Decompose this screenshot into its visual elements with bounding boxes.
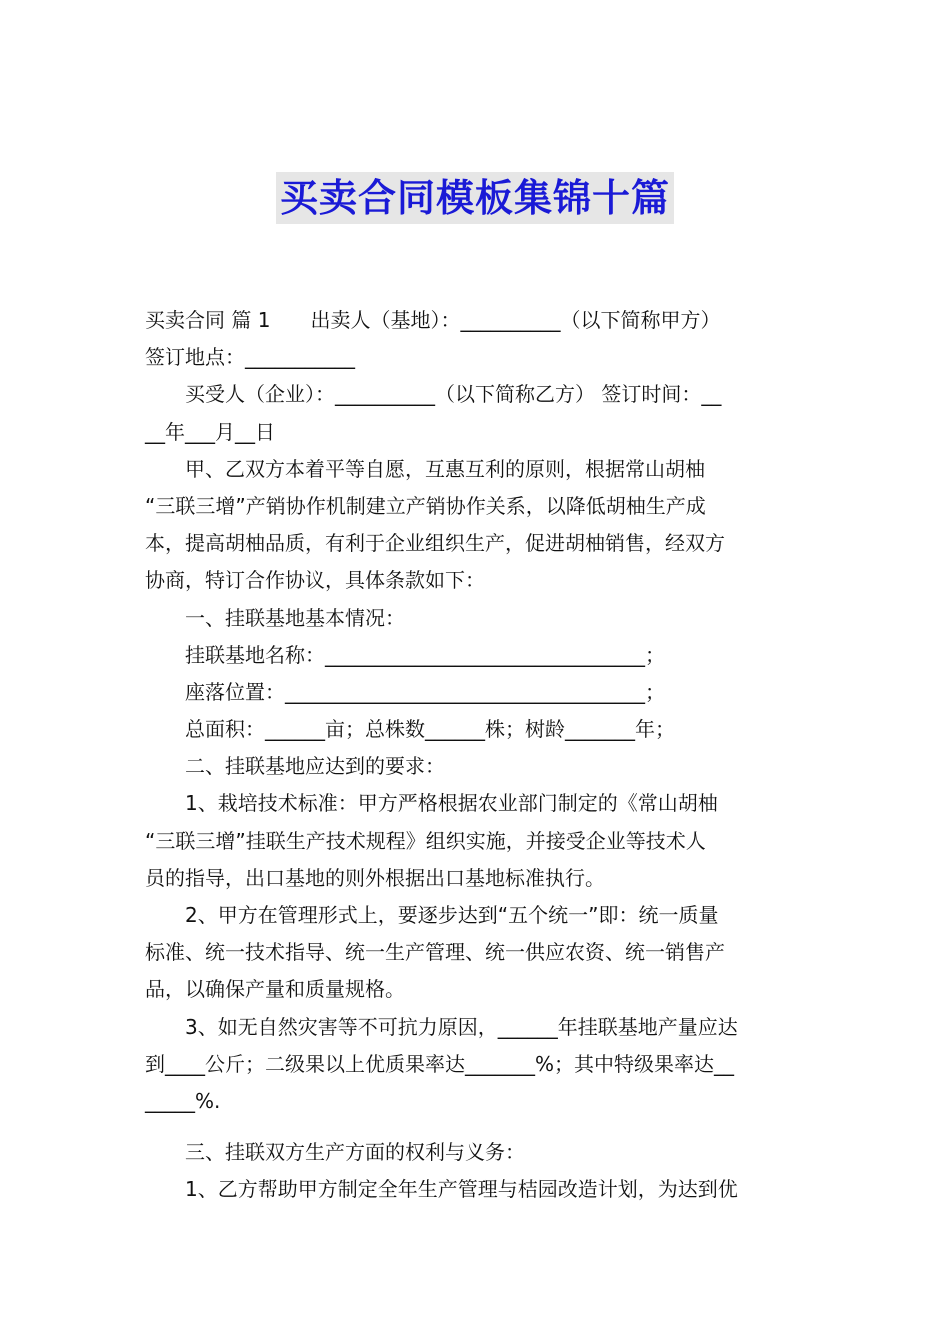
document-title: 买卖合同模板集锦十篇 bbox=[276, 172, 674, 224]
body-line: 本，提高胡柚品质，有利于企业组织生产，促进胡柚销售，经双方 bbox=[145, 531, 725, 556]
body-line: 3、如无自然灾害等不可抗力原因，______年挂联基地产量应达 bbox=[145, 1014, 738, 1039]
body-line: 一、挂联基地基本情况： bbox=[145, 605, 405, 630]
body-line: 签订地点：___________ bbox=[145, 345, 355, 370]
body-line: 品，以确保产量和质量规格。 bbox=[145, 977, 405, 1002]
body-line: 二、挂联基地应达到的要求： bbox=[145, 754, 445, 779]
paragraph-gap bbox=[145, 1120, 807, 1134]
body-line: 2、甲方在管理形式上，要逐步达到“五个统一”即：统一质量 bbox=[145, 903, 719, 927]
title-container bbox=[0, 172, 950, 224]
body-line: 到____公斤；二级果以上优质果率达_______%；其中特级果率达__ bbox=[145, 1051, 735, 1076]
body-line: 标准、统一技术指导、统一生产管理、统一供应农资、统一销售产 bbox=[145, 940, 725, 965]
body-line: “三联三增”产销协作机制建立产销协作关系，以降低胡柚生产成 bbox=[145, 493, 706, 518]
document-body bbox=[145, 302, 807, 1209]
body-line: __年___月__日 bbox=[145, 419, 275, 444]
body-line: 员的指导，出口基地的则外根据出口基地标准执行。 bbox=[145, 865, 605, 890]
body-line: 总面积：______亩；总株数______株；树龄_______年； bbox=[145, 717, 675, 742]
body-line: 买受人（企业）：__________（以下简称乙方） 签订时间：__ bbox=[145, 382, 722, 407]
body-line: 协商，特订合作协议，具体条款如下： bbox=[145, 568, 485, 593]
body-line: “三联三增”挂联生产技术规程》组织实施，并接受企业等技术人 bbox=[145, 828, 706, 853]
body-line: 甲、乙双方本着平等自愿，互惠互利的原则，根据常山胡柚 bbox=[145, 456, 705, 481]
body-line: 1、栽培技术标准：甲方严格根据农业部门制定的《常山胡柚 bbox=[145, 791, 718, 816]
body-line: 买卖合同 篇 1 出卖人（基地）：__________（以下简称甲方） bbox=[145, 308, 721, 332]
body-line: 1、乙方帮助甲方制定全年生产管理与桔园改造计划，为达到优 bbox=[145, 1177, 738, 1202]
body-line: 座落位置：____________________________________； bbox=[145, 679, 665, 704]
body-line: 三、挂联双方生产方面的权利与义务： bbox=[145, 1140, 525, 1165]
body-line: _____%. bbox=[145, 1088, 221, 1113]
body-line: 挂联基地名称：________________________________； bbox=[145, 642, 665, 667]
